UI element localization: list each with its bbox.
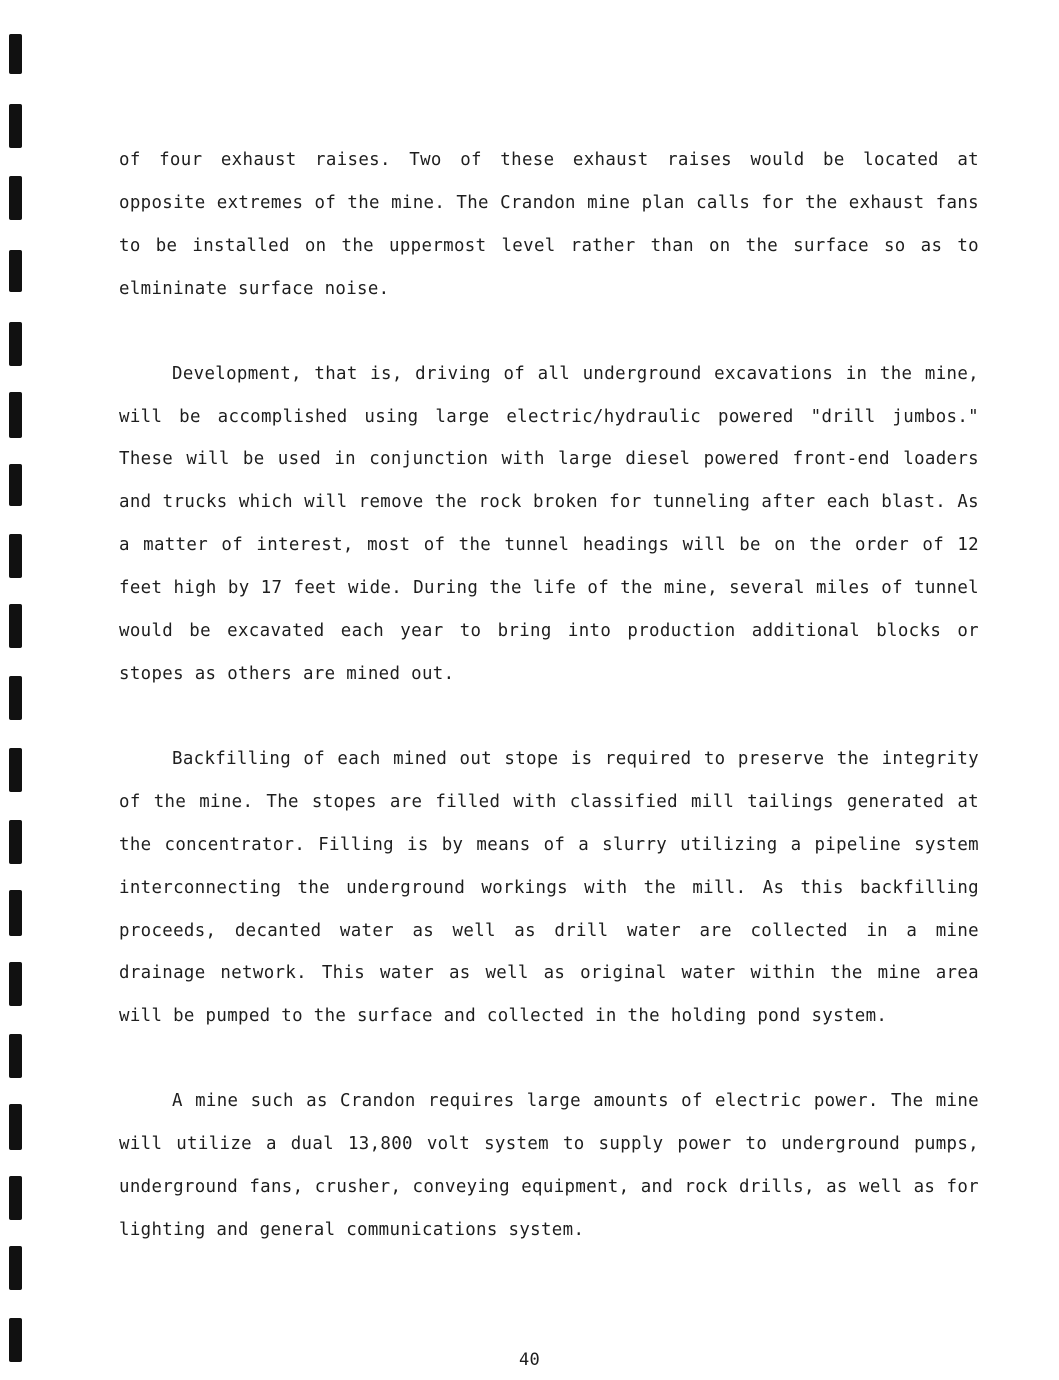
binding-mark (9, 1246, 22, 1290)
binding-mark (9, 534, 22, 578)
binding-mark (9, 104, 22, 148)
binding-mark (9, 176, 22, 220)
binding-mark (9, 1176, 22, 1220)
binding-mark (9, 604, 22, 648)
paragraph-exhaust-raises: of four exhaust raises. Two of these exhaust raises would be located at opposite extremes of the mine. The Crandon mine plan calls for the exhaust fans to be installed on the uppermost level rather than on the surface so as to elmininate surface noise. (119, 150, 979, 299)
paragraph-electric-power: A mine such as Crandon requires large amounts of electric power. The mine will utilize a dual 13,800 volt system to supply power to underground pumps, underground fans, crusher, conveying equipment, and rock drills, as well as for lighting and general communications system. (119, 1091, 979, 1240)
binding-mark (9, 464, 22, 506)
paragraph-development: Development, that is, driving of all underground excavations in the mine, will be accomplished using large electric/hydraulic powered "drill jumbos." These will be used in conjunction with large diesel powered front-end loaders and trucks which will remove the rock broken for tunneling after each blast. As a matter of interest, most of the tunnel headings will be on the order of 12 feet high by 17 feet wide. During the life of the mine, several miles of tunnel would be excavated each year to bring into production additional blocks or stopes as others are mined out. (119, 363, 979, 684)
binding-mark (9, 676, 22, 720)
binding-marks (0, 0, 30, 1380)
binding-mark (9, 1104, 22, 1150)
binding-mark (9, 962, 22, 1006)
binding-mark (9, 250, 22, 292)
binding-mark (9, 820, 22, 864)
binding-mark (9, 322, 22, 366)
binding-mark (9, 890, 22, 936)
binding-mark (9, 748, 22, 792)
page-number: 40 (518, 1350, 541, 1370)
binding-mark (9, 34, 22, 74)
binding-mark (9, 1034, 22, 1078)
paragraph-backfilling: Backfilling of each mined out stope is required to preserve the integrity of the mine. The stopes are filled with classified mill tailings generated at the concentrator. Filling is by means of a slurry utilizing a pipeline system interconnecting the underground workings with the mill. As this backfilling proceeds, decanted water as well as drill water are collected in a mine drainage network. This water as well as original water within the mine area will be pumped to the surface and collected in the holding pond system. (119, 748, 979, 1027)
binding-mark (9, 392, 22, 438)
page-body (119, 139, 979, 1294)
